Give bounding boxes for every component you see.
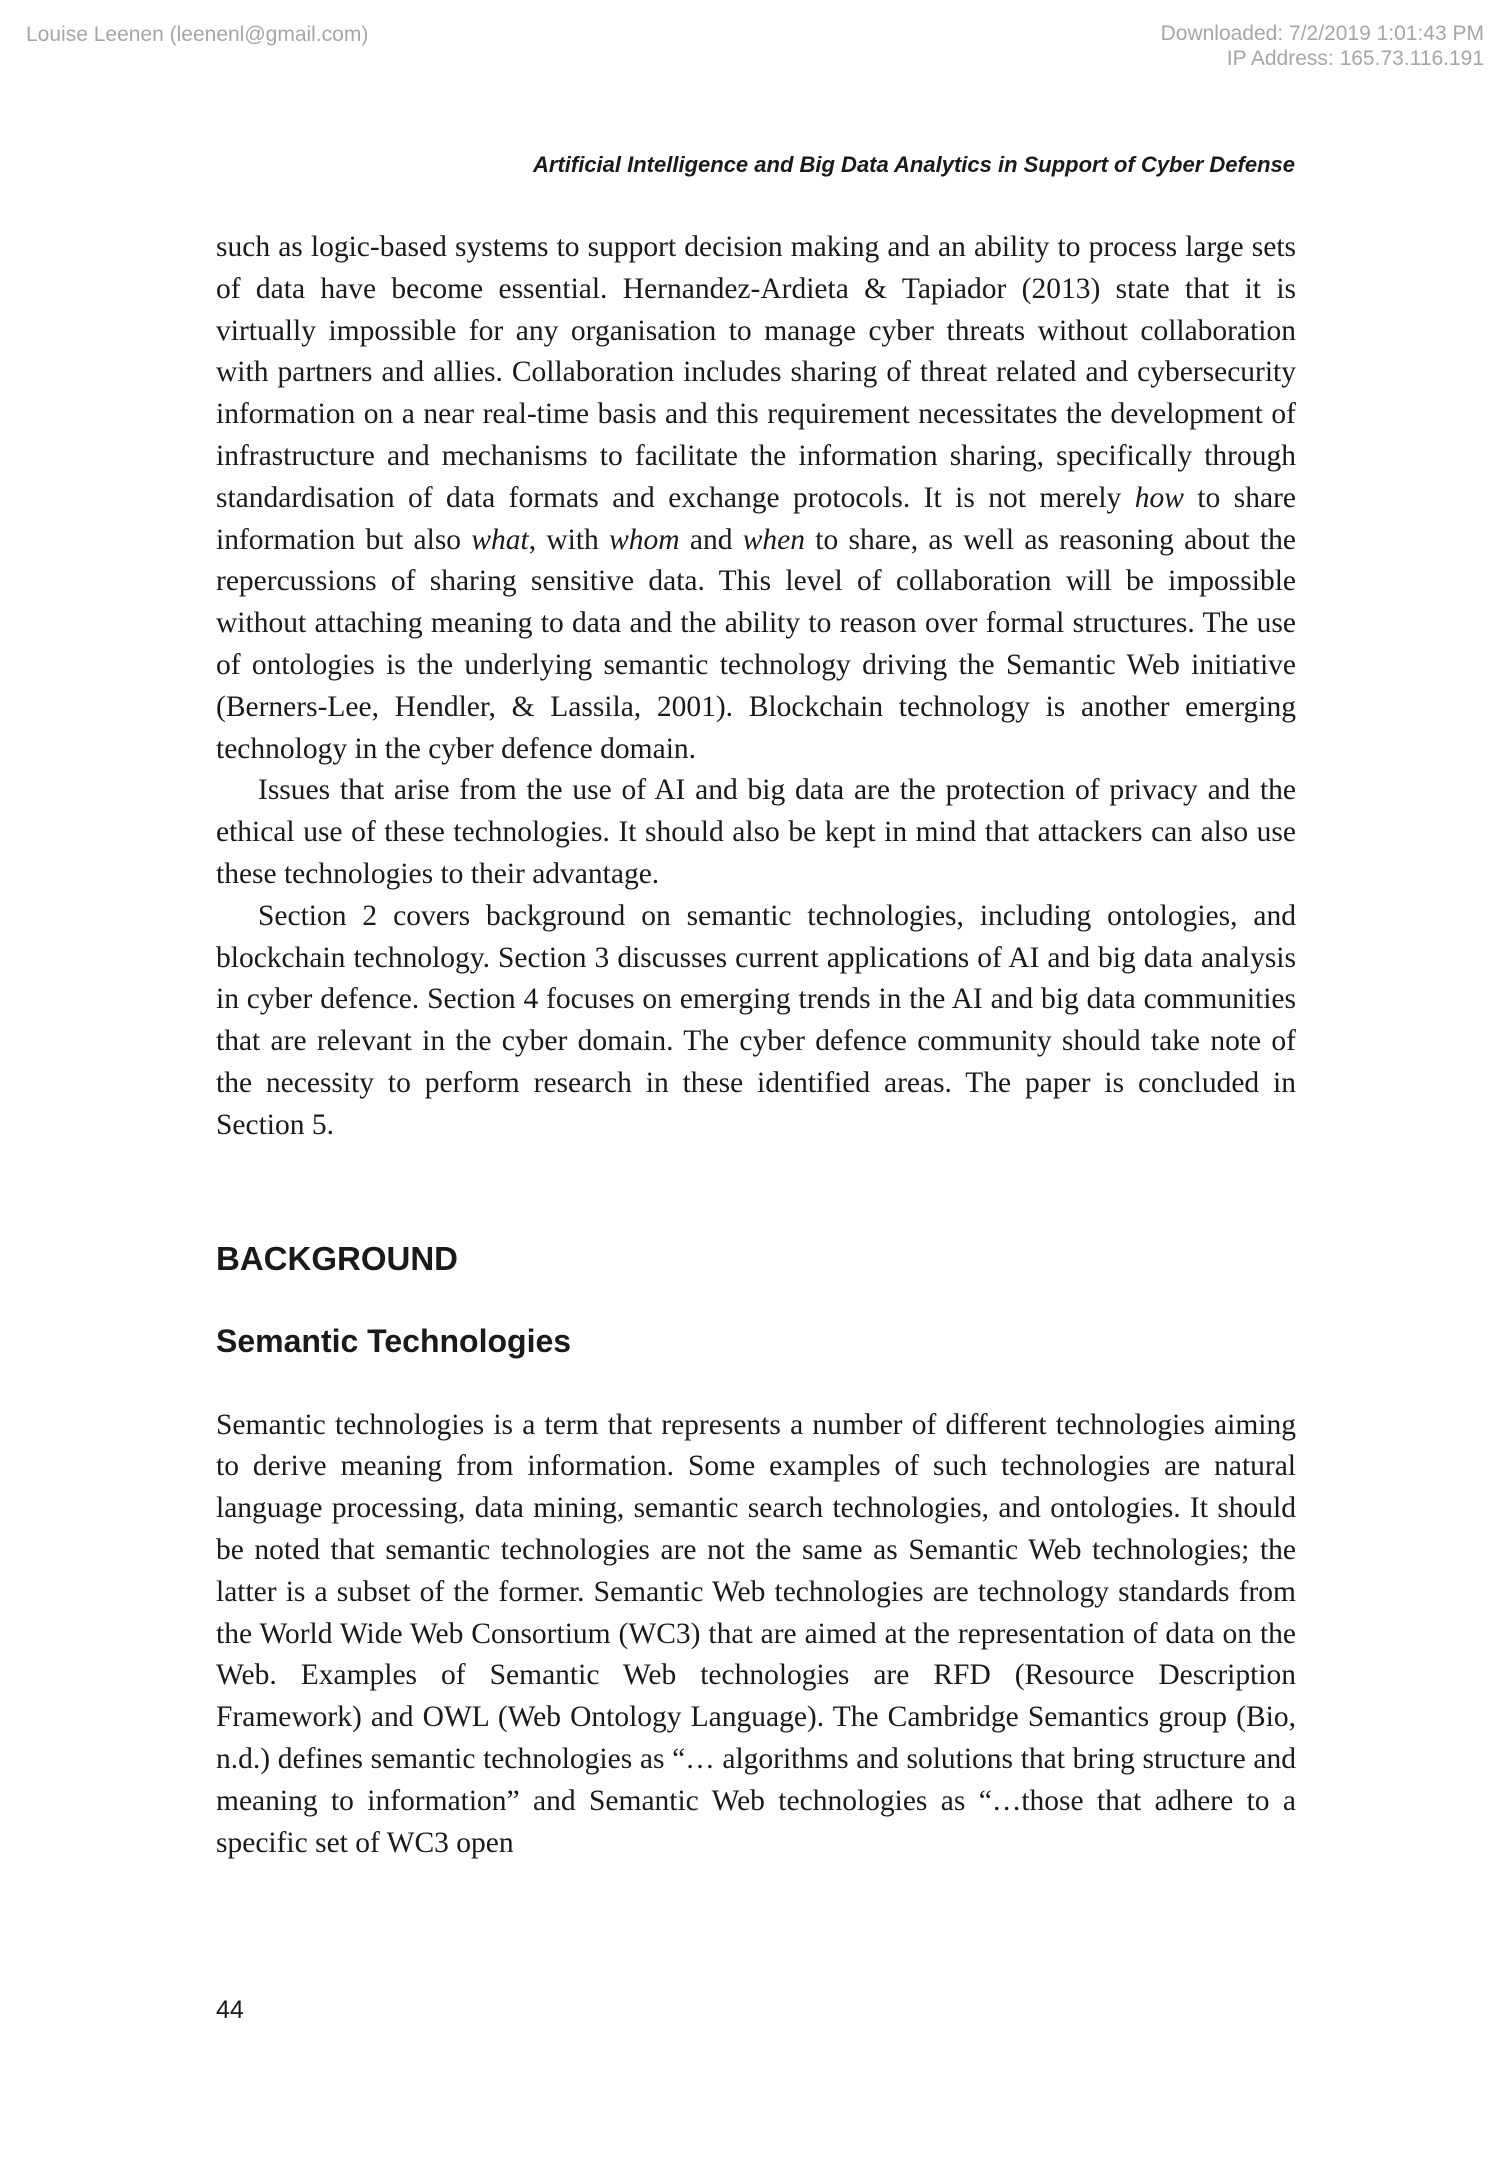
section-heading-background: BACKGROUND bbox=[216, 1239, 458, 1277]
body-paragraph-4: Semantic technologies is a term that represents a number of different technologies aiming to derive meaning from information. Some examples of such technologies are natural language processing, data mining, semantic search technologies, and ontologies. It should be noted that semantic technologies are not the same as Semantic Web technologies; the latter is a subset of the former. Semantic Web technologies are technology standards from the World Wide Web Consortium (WC3) that are aimed at the representation of data on the Web. Examples of Semantic Web technologies are RFD (Resource Description Framework) and OWL (Web Ontology Language). The Cambridge Semantics group (Bio, n.d.) defines semantic technologies as “… algorithms and solutions that bring structure and meaning to information” and Semantic Web technologies as “…those that adhere to a specific set of WC3 open bbox=[216, 1408, 1296, 1859]
watermark-downloaded: Downloaded: 7/2/2019 1:01:43 PM bbox=[1160, 22, 1484, 45]
page-body bbox=[216, 227, 1296, 1864]
watermark-ip: IP Address: 165.73.116.191 bbox=[1226, 46, 1484, 70]
running-header: Artificial Intelligence and Big Data Analytics in Support of Cyber Defense bbox=[533, 152, 1295, 177]
watermark-user: Louise Leenen (leenenl@gmail.com) bbox=[26, 23, 369, 46]
download-user-watermark bbox=[26, 22, 368, 47]
download-info-watermark bbox=[1161, 22, 1484, 72]
body-paragraph-3: Section 2 covers background on semantic technologies, including ontologies, and blockchain technology. Section 3 discusses current applications of AI and big data analysis in cyber defence. Section 4 focuses on emerging trends in the AI and big data communities that are relevant in the cyber domain. The cyber defence community should take note of the necessity to perform research in these identified areas. The paper is concluded in Section 5. bbox=[216, 899, 1296, 1141]
page-number: 44 bbox=[216, 1996, 244, 2024]
subsection-heading-semantic-technologies: Semantic Technologies bbox=[216, 1322, 572, 1359]
body-paragraph-1: such as logic-based systems to support decision making and an ability to process large sets of data have become essential. Hernandez-Ardieta & Tapiador (2013) state that it is virtually impossible for any organisation to manage cyber threats without collaboration with partners and allies. Collaboration includes sharing of threat related and cybersecurity information on a near real-time basis and this requirement necessitates the development of infrastructure and mechanisms to facilitate the information sharing, specifically through standardisation of data formats and exchange protocols. It is not merely how to share information but also what, with whom and when to share, as well as reasoning about the repercussions of sharing sensitive data. This level of collaboration will be impossible without attaching meaning to data and the ability to reason over formal structures. The use of ontologies is the underlying semantic technology driving the Semantic Web initiative (Berners-Lee, Hendler, & Lassila, 2001). Blockchain technology is another emerging technology in the cyber defence domain. bbox=[216, 231, 1297, 765]
body-paragraph-2: Issues that arise from the use of AI and big data are the protection of privacy and the ethical use of these technologies. It should also be kept in mind that attackers can also use these technologies to their advantage. bbox=[216, 774, 1296, 890]
